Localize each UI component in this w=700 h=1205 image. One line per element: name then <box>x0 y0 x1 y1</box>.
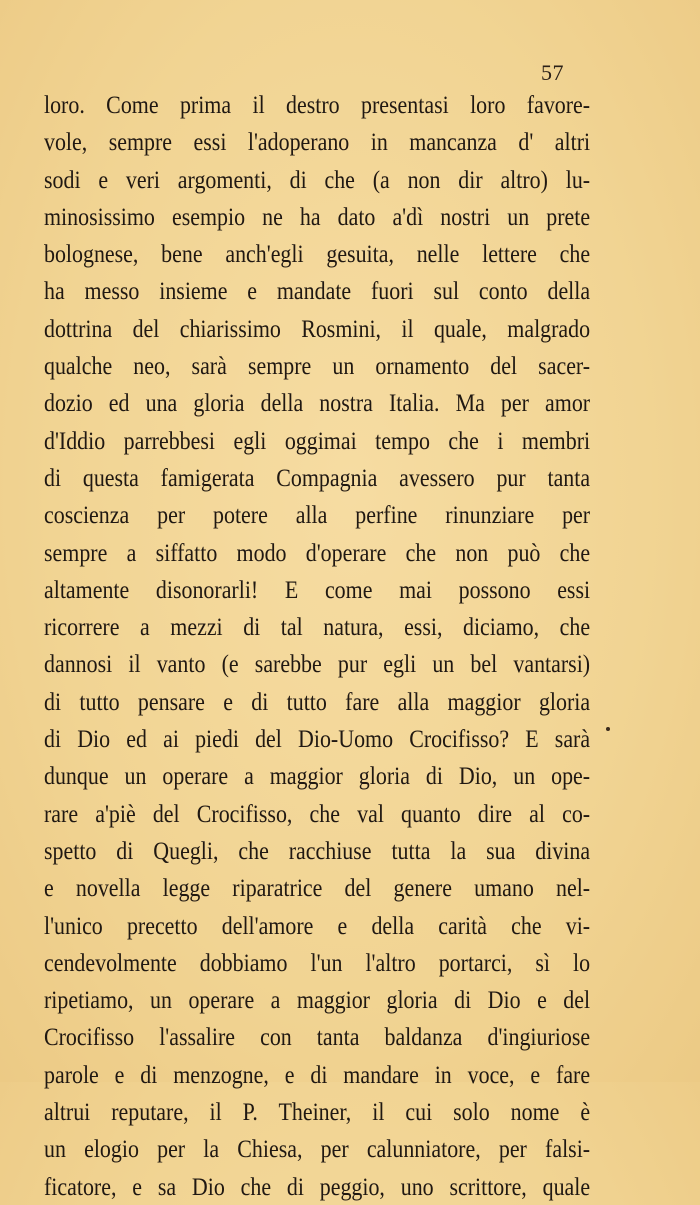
body-text <box>44 86 590 1205</box>
text-line: vole, sempre essi l'adoperano in mancanza d' altri <box>44 127 591 157</box>
text-line: ficatore, e sa Dio che di peggio, uno scrittore, quale <box>44 1171 591 1201</box>
text-line: ricorrere a mezzi di tal natura, essi, diciamo, che <box>44 612 591 642</box>
text-line: d'Iddio parrebbesi egli oggimai tempo che i membri <box>44 425 591 455</box>
text-line: Crocifisso l'assalire con tanta baldanza d'ingiuriose <box>44 1022 591 1052</box>
text-line: ha messo insieme e mandate fuori sul conto della <box>44 276 591 306</box>
text-line: coscienza per potere alla perfine rinunziare per <box>44 500 591 530</box>
text-line: minosissimo esempio ne ha dato a'dì nostri un prete <box>44 201 591 231</box>
text-line: cendevolmente dobbiamo l'un l'altro portarci, sì lo <box>44 947 591 977</box>
text-line: dottrina del chiarissimo Rosmini, il quale, malgrado <box>44 313 591 343</box>
text-line: l'unico precetto dell'amore e della carità che vi- <box>44 910 591 940</box>
text-line: dannosi il vanto (e sarebbe pur egli un bel vantarsi) <box>44 649 591 679</box>
text-line: loro. Come prima il destro presentasi loro favore- <box>44 90 591 119</box>
text-line: altamente disonorarli! E come mai possono essi <box>44 574 591 604</box>
text-line: dunque un operare a maggior gloria di Dio, un ope- <box>44 761 591 791</box>
text-line: ripetiamo, un operare a maggior gloria di Dio e del <box>44 985 591 1015</box>
text-line: di Dio ed ai piedi del Dio-Uomo Crocifisso? E sarà <box>44 724 591 754</box>
text-line: rare a'piè del Crocifisso, che val quanto dire al co- <box>44 798 591 828</box>
text-line: sodi e veri argomenti, di che (a non dir altro) lu- <box>44 164 591 194</box>
text-line: dozio ed una gloria della nostra Italia. Ma per amor <box>44 388 591 418</box>
text-line: di questa famigerata Compagnia avessero pur tanta <box>44 462 591 492</box>
text-line: un elogio per la Chiesa, per calunniatore, per falsi- <box>44 1134 591 1164</box>
page-number: 57 <box>541 60 564 85</box>
text-line: qualche neo, sarà sempre un ornamento del sacer- <box>44 351 591 381</box>
text-line: parole e di menzogne, e di mandare in voce, e fare <box>44 1059 591 1089</box>
text-line: spetto di Quegli, che racchiuse tutta la sua divina <box>44 835 591 865</box>
text-line: altrui reputare, il P. Theiner, il cui solo nome è <box>44 1097 591 1127</box>
margin-ink-speck <box>606 727 610 731</box>
text-line: sempre a siffatto modo d'operare che non può che <box>44 537 591 567</box>
text-line: e novella legge riparatrice del genere umano nel- <box>44 873 591 903</box>
text-line: di tutto pensare e di tutto fare alla maggior gloria <box>44 686 591 716</box>
text-line: bolognese, bene anch'egli gesuita, nelle lettere che <box>44 239 591 269</box>
